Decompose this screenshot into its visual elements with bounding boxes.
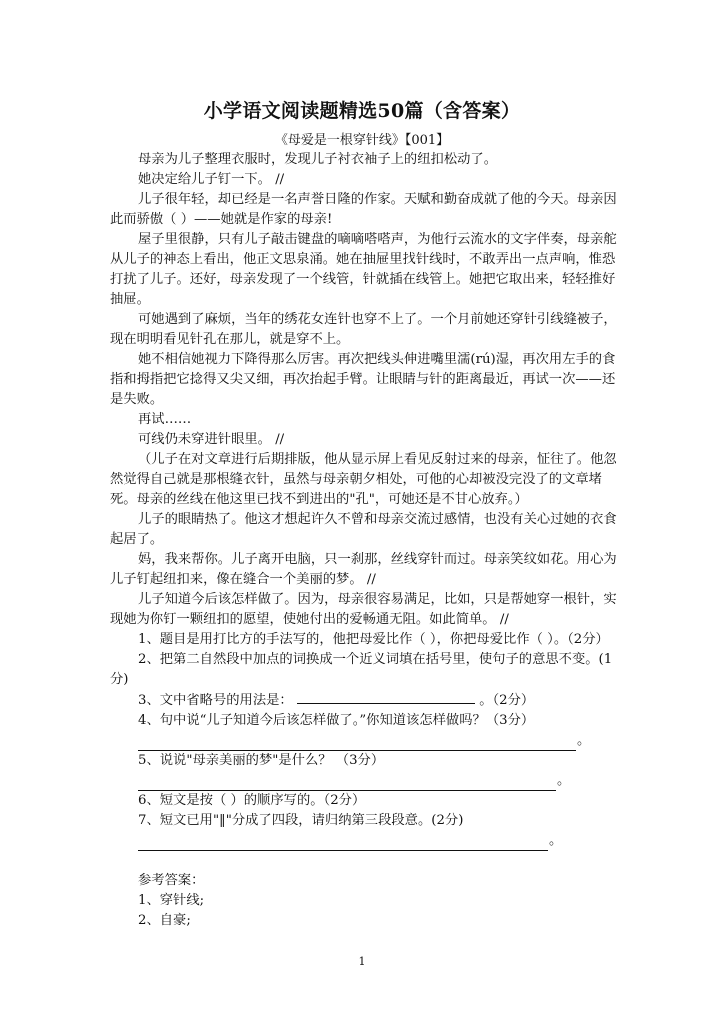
paragraph: 母亲为儿子整理衣服时，发现儿子衬衣袖子上的纽扣松动了。 [138, 152, 498, 167]
paragraph: 屋子里很静，只有儿子敲击键盘的嘀嘀嗒嗒声，为他行云流水的文字伴奏，母亲舵从儿子的神态上看出，他正文思泉涌。她在抽屉里找针线时，不敢弄出一点声响，惟恐打扰了儿子。还好，母亲发现了一个线管，针就插在线管上。她把它取出来，轻轻推好抽屉。 [110, 232, 617, 307]
question-3 [110, 690, 628, 711]
answer-item: 2、自豪; [138, 913, 191, 928]
question-2: 2、把第二自然段中加点的词换成一个近义词填在括号里，使句子的意思不变。(1分) [110, 652, 613, 687]
answer-line [110, 831, 628, 851]
paragraph: 可线仍未穿进针眼里。 // [138, 432, 285, 447]
question-7: 7、短文已用"‖"分成了四段，请归纳第三段段意。(2分) [138, 813, 464, 828]
question-3-text: 3、文中省略号的用法是： [138, 693, 293, 708]
answer-blank[interactable] [138, 777, 556, 791]
paragraph: 儿子很年轻，却已经是一名声誉日隆的作家。天赋和勤奋成就了他的今天。母亲因此而骄傲（ ）——她就是作家的母亲! [110, 192, 617, 227]
answer-line-end: 。 [549, 833, 563, 848]
story-body [110, 150, 628, 931]
answer-blank[interactable] [138, 737, 576, 751]
answer-item: 1、穿针线; [138, 893, 205, 908]
answer-line [110, 771, 628, 791]
page-number: 1 [358, 955, 366, 968]
question-4: 4、句中说“儿子知道今后该怎样做了。”你知道该怎样做吗？（3分） [138, 713, 535, 728]
answer-line [110, 731, 628, 751]
paragraph: （儿子在对文章进行后期排版，他从显示屏上看见反射过来的母亲，怔往了。他忽然觉得自己就是那根缝衣针，虽然与母亲朝夕相处，可他的心却被没完没了的文章堵死。母亲的丝线在他这里已找不到进出的"孔"，可她还是不甘心放弃。） [110, 452, 617, 507]
question-1: 1、题目是用打比方的手法写的，他把母爱比作（ ），你把母爱比作（ ）。（2分） [138, 632, 609, 647]
answer-line-end: 。 [557, 773, 571, 788]
answer-blank[interactable] [138, 837, 548, 851]
paragraph: 妈，我来帮你。儿子离开电脑，只一刹那，丝线穿针而过。母亲笑纹如花。用心为儿子钉起纽扣来，像在缝合一个美丽的梦。 // [110, 552, 617, 587]
paragraph: 再试…… [138, 412, 192, 427]
answer-blank[interactable] [297, 690, 475, 704]
answers-heading: 参考答案： [138, 873, 205, 888]
paragraph: 儿子的眼睛热了。他这才想起许久不曾和母亲交流过感情，也没有关心过她的衣食起居了。 [110, 512, 617, 547]
paragraph: 她不相信她视力下降得那么厉害。再次把线头伸进嘴里濡(rú)湿，再次用左手的食指和拇指把它捻得又尖又细，再次抬起手臂。让眼睛与针的距离最近，再试一次——还是失败。 [110, 352, 616, 407]
paragraph: 可她遇到了麻烦，当年的绣花女连针也穿不上了。一个月前她还穿针引线缝被子，现在明明看见针孔在那儿，就是穿不上。 [110, 312, 617, 347]
paragraph: 她决定给儿子钉一下。 // [138, 172, 285, 187]
answer-line-end: 。 [577, 733, 591, 748]
paragraph: 儿子知道今后该怎样做了。因为，母亲很容易满足，比如，只是帮她穿一根针，实现她为你钉一颗纽扣的愿望，使她付出的爱畅通无阻。如此简单。 // [110, 592, 617, 627]
question-6: 6、短文是按（ ）的顺序写的。（2分） [138, 793, 366, 808]
question-3-tail: 。（2分） [479, 693, 535, 708]
story-subtitle: 《母爱是一根穿针线》【001】 [274, 133, 450, 148]
question-5: 5、说说"母亲美丽的梦"是什么？ （3分） [138, 753, 385, 768]
document-title: 小学语文阅读题精选50篇（含答案） [203, 100, 521, 122]
spacer [110, 851, 628, 871]
